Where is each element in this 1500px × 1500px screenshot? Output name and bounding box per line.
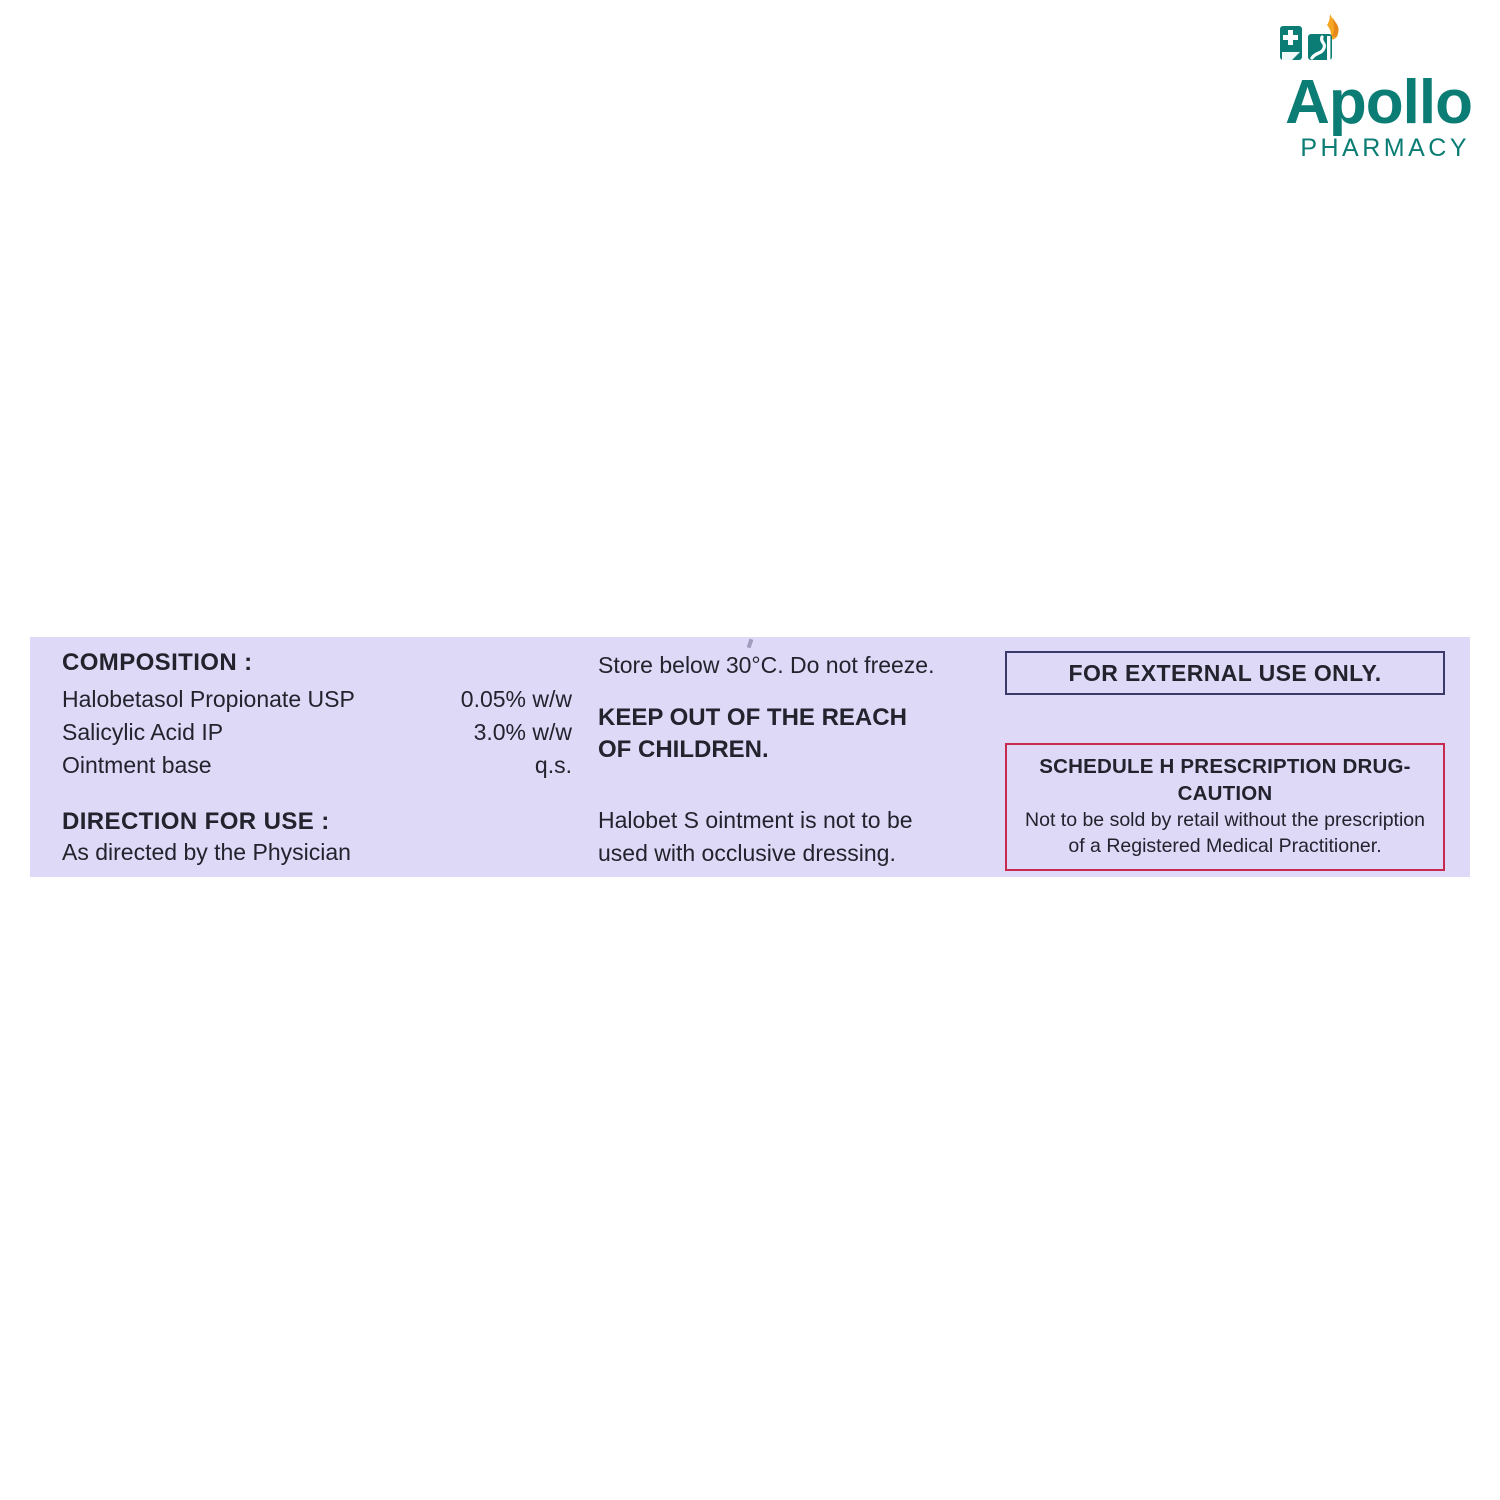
schedule-h-warning-box <box>1005 743 1445 871</box>
apollo-pharmacy-logo <box>1242 10 1472 170</box>
occlusive-dressing-note <box>598 804 988 870</box>
product-carton-panel <box>30 637 1470 877</box>
apollo-caduceus-icon <box>1278 12 1354 72</box>
schedule-h-line-2: of a Registered Medical Practitioner. <box>1068 835 1382 857</box>
ingredient-name: Ointment base <box>62 752 212 778</box>
schedule-h-title: SCHEDULE H PRESCRIPTION DRUG-CAUTION <box>1039 755 1411 805</box>
composition-column <box>62 649 582 869</box>
table-row <box>62 716 582 749</box>
direction-for-use-title: DIRECTION FOR USE : <box>62 808 330 835</box>
apollo-wordmark: Apollo <box>1285 68 1472 137</box>
table-row <box>62 683 582 716</box>
composition-table <box>62 683 582 782</box>
table-row <box>62 749 582 782</box>
ingredient-name: Halobetasol Propionate USP <box>62 686 355 712</box>
storage-instruction: Store below 30°C. Do not freeze. <box>598 652 935 678</box>
keep-out-line-2: OF CHILDREN. <box>598 736 769 763</box>
external-use-only-box: FOR EXTERNAL USE ONLY. <box>1005 651 1445 695</box>
ingredient-strength: 0.05% w/w <box>460 686 572 712</box>
print-speck-artifact <box>747 639 754 649</box>
keep-out-line-1: KEEP OUT OF THE REACH <box>598 704 907 731</box>
ingredient-strength: q.s. <box>534 752 572 778</box>
ingredient-name: Salicylic Acid IP <box>62 719 224 745</box>
schedule-h-line-1: Not to be sold by retail without the prescription <box>1025 809 1425 831</box>
storage-column <box>598 649 988 870</box>
direction-for-use-text: As directed by the Physician <box>62 839 351 865</box>
warnings-column <box>1005 651 1445 871</box>
ingredient-strength: 3.0% w/w <box>473 719 572 745</box>
apollo-pharmacy-subtitle: PHARMACY <box>1300 134 1470 162</box>
occlusive-line-1: Halobet S ointment is not to be <box>598 807 913 833</box>
keep-out-of-reach-warning <box>598 702 988 766</box>
direction-for-use-block <box>62 808 582 869</box>
occlusive-line-2: used with occlusive dressing. <box>598 840 896 866</box>
composition-title: COMPOSITION : <box>62 649 253 676</box>
